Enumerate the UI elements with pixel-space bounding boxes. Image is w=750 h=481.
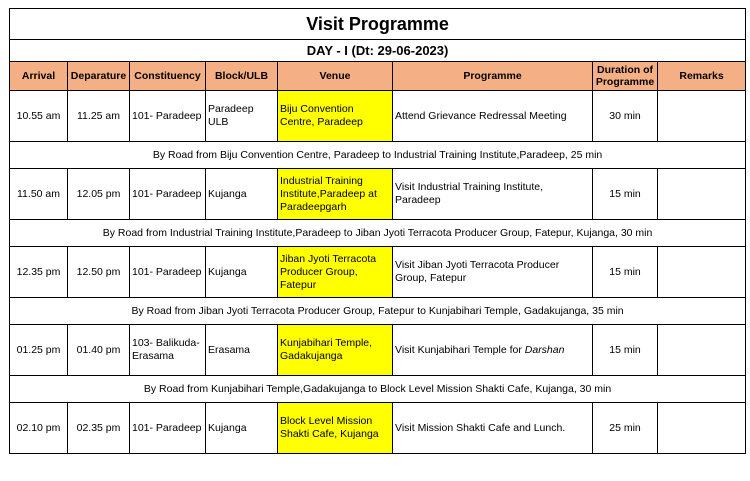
duration-cell: 30 min: [593, 91, 658, 142]
block-cell: Kujanga: [206, 403, 278, 454]
constituency-cell: 103- Balikuda-Erasama: [130, 325, 206, 376]
travel-row: [10, 298, 746, 325]
departure-cell: 12.05 pm: [68, 169, 130, 220]
programme-cell: Visit Jiban Jyoti Terracota Producer Group, Fatepur: [393, 247, 593, 298]
page-title: Visit Programme: [10, 9, 746, 40]
travel-note: By Road from Jiban Jyoti Terracota Producer Group, Fatepur to Kunjabihari Temple, Gadakujanga, 35 min: [10, 298, 746, 325]
header-venue: Venue: [278, 62, 393, 91]
departure-cell: 01.40 pm: [68, 325, 130, 376]
remarks-cell: [658, 91, 746, 142]
duration-cell: 15 min: [593, 325, 658, 376]
programme-cell: [393, 325, 593, 376]
arrival-cell: 11.50 am: [10, 169, 68, 220]
departure-cell: 02.35 pm: [68, 403, 130, 454]
programme-cell: Visit Mission Shakti Cafe and Lunch.: [393, 403, 593, 454]
arrival-cell: 10.55 am: [10, 91, 68, 142]
arrival-cell: 01.25 pm: [10, 325, 68, 376]
arrival-cell: 12.35 pm: [10, 247, 68, 298]
constituency-cell: 101- Paradeep: [130, 247, 206, 298]
programme-text: Visit Kunjabihari Temple for: [395, 343, 525, 356]
duration-cell: 25 min: [593, 403, 658, 454]
programme-cell: Attend Grievance Redressal Meeting: [393, 91, 593, 142]
duration-cell: 15 min: [593, 169, 658, 220]
day-heading: DAY - I (Dt: 29-06-2023): [10, 40, 746, 62]
travel-row: [10, 220, 746, 247]
venue-cell: Biju Convention Centre, Paradeep: [278, 91, 393, 142]
header-departure: Deparature: [68, 62, 130, 91]
remarks-cell: [658, 325, 746, 376]
arrival-cell: 02.10 pm: [10, 403, 68, 454]
table-row: [10, 247, 746, 298]
header-remarks: Remarks: [658, 62, 746, 91]
remarks-cell: [658, 169, 746, 220]
block-cell: Paradeep ULB: [206, 91, 278, 142]
travel-note: By Road from Kunjabihari Temple,Gadakujanga to Block Level Mission Shakti Cafe, Kujanga, 30 min: [10, 376, 746, 403]
header-arrival: Arrival: [10, 62, 68, 91]
table-row: [10, 169, 746, 220]
block-cell: Kujanga: [206, 247, 278, 298]
constituency-cell: 101- Paradeep: [130, 91, 206, 142]
table-row: [10, 403, 746, 454]
header-block: Block/ULB: [206, 62, 278, 91]
travel-note: By Road from Industrial Training Institute,Paradeep to Jiban Jyoti Terracota Producer Group, Fatepur, Kujanga, 30 min: [10, 220, 746, 247]
constituency-cell: 101- Paradeep: [130, 403, 206, 454]
remarks-cell: [658, 247, 746, 298]
programme-cell: Visit Industrial Training Institute, Paradeep: [393, 169, 593, 220]
header-duration: Duration of Programme: [593, 62, 658, 91]
duration-cell: 15 min: [593, 247, 658, 298]
departure-cell: 12.50 pm: [68, 247, 130, 298]
remarks-cell: [658, 403, 746, 454]
venue-cell: Block Level Mission Shakti Cafe, Kujanga: [278, 403, 393, 454]
table-row: [10, 325, 746, 376]
travel-note: By Road from Biju Convention Centre, Paradeep to Industrial Training Institute,Paradeep, 25 min: [10, 142, 746, 169]
header-constituency: Constituency: [130, 62, 206, 91]
table-row: [10, 91, 746, 142]
travel-row: [10, 376, 746, 403]
departure-cell: 11.25 am: [68, 91, 130, 142]
visit-programme-table: [9, 8, 746, 454]
header-programme: Programme: [393, 62, 593, 91]
venue-cell: Kunjabihari Temple, Gadakujanga: [278, 325, 393, 376]
header-row: [10, 62, 746, 91]
travel-row: [10, 142, 746, 169]
block-cell: Kujanga: [206, 169, 278, 220]
programme-emphasis: Darshan: [524, 343, 565, 356]
block-cell: Erasama: [206, 325, 278, 376]
constituency-cell: 101- Paradeep: [130, 169, 206, 220]
venue-cell: Jiban Jyoti Terracota Producer Group, Fatepur: [278, 247, 393, 298]
venue-cell: Industrial Training Institute,Paradeep at Paradeepgarh: [278, 169, 393, 220]
